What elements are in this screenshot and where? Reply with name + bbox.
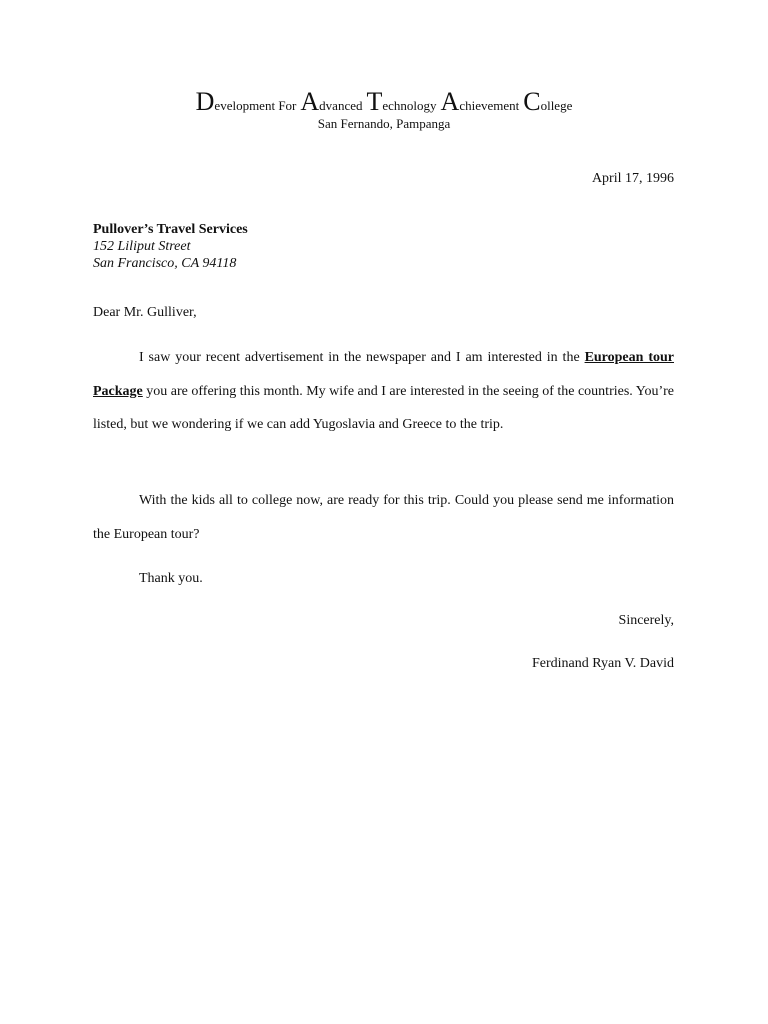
letter-date: April 17, 1996 (591, 171, 674, 186)
college-name-initial: D (195, 87, 215, 116)
recipient-block (93, 221, 248, 272)
college-name-word: dvanced (319, 98, 363, 113)
body-paragraph-2 (93, 484, 674, 551)
college-name-word: echnology (382, 98, 437, 113)
college-name-word: ollege (540, 98, 573, 113)
paragraph-3-text: Thank you. (139, 571, 203, 586)
college-name-initial: A (300, 87, 320, 116)
salutation: Dear Mr. Gulliver, (93, 305, 197, 320)
paragraph-1-text-continued: you are offering this month. My wife and I are interested in the seeing of the countries. You’re listed, but we wondering if we can add Yugoslavia and Greece to the trip. (93, 383, 675, 432)
college-name-word: evelopment For (214, 98, 297, 113)
european-tour-package-link: European tour Package (93, 350, 674, 399)
signature-name: Ferdinand Ryan V. David (531, 656, 674, 671)
paragraph-1-text: I saw your recent advertisement in the newspaper and I am interested in the (139, 350, 580, 365)
letterhead (0, 86, 768, 132)
closing: Sincerely, (618, 613, 674, 628)
college-name-initial: C (523, 87, 541, 116)
paragraph-2-text: With the kids all to college now, are ready for this trip. Could you please send me information the European tour? (93, 493, 674, 542)
college-name-initial: T (366, 87, 383, 116)
recipient-company: Pullover’s Travel Services (93, 222, 248, 237)
college-name-initial: A (440, 87, 460, 116)
college-name-word: chievement (459, 98, 520, 113)
college-address: San Fernando, Pampanga (317, 116, 451, 131)
body-paragraph-1 (93, 341, 674, 442)
body-paragraph-3 (93, 562, 674, 596)
recipient-city: San Francisco, CA 94118 (93, 256, 237, 271)
recipient-street: 152 Liliput Street (93, 239, 191, 254)
